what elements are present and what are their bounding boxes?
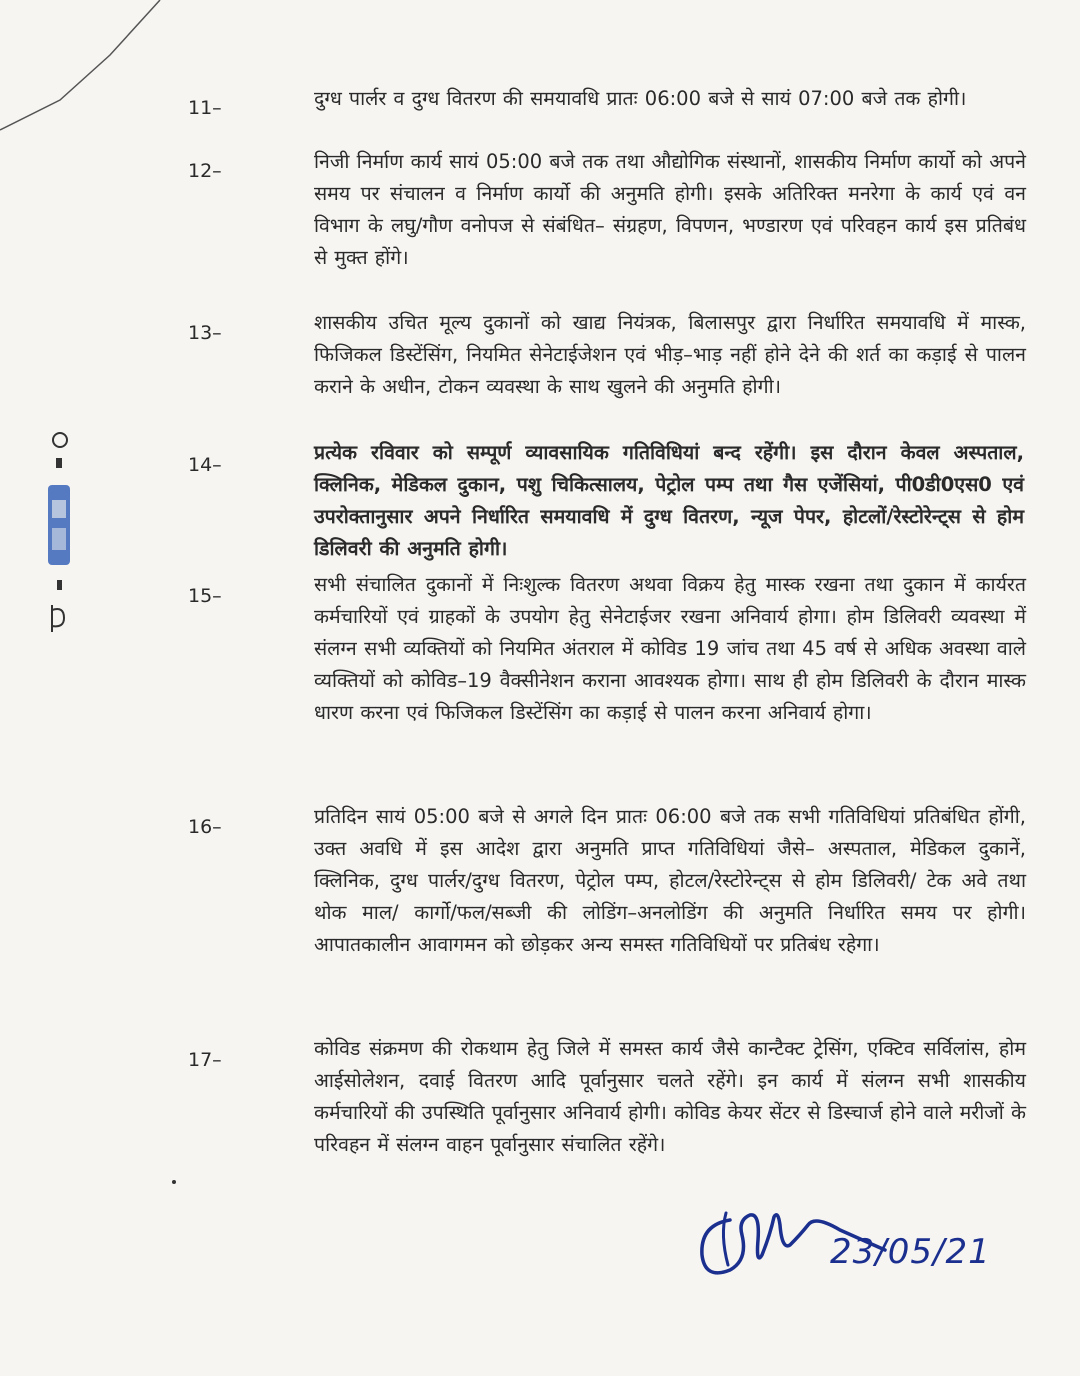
side-stamp-mark bbox=[40, 410, 80, 640]
item-number-17: 17– bbox=[188, 1049, 222, 1071]
item-number-12: 12– bbox=[188, 160, 222, 182]
item-text-12: निजी निर्माण कार्य सायं 05:00 बजे तक तथा औद्योगिक संस्थानों, शासकीय निर्माण कार्यो को अपने समय पर संचालन व निर्माण कार्यो की अनुमति होगी। इसके अतिरिक्त मनरेगा के कार्य एवं वन विभाग के लघु/गौण वनोपज से संबंधित– संग्रहण, विपणन, भण्डारण एवं परिवहन कार्य इस प्रतिबंध से मुक्त होंगे। bbox=[314, 150, 1026, 269]
signature-date: 23/05/21 bbox=[830, 1232, 991, 1272]
item-number-11: 11– bbox=[188, 97, 222, 119]
paper-fold-line bbox=[0, 0, 170, 150]
item-text-16: प्रतिदिन सायं 05:00 बजे से अगले दिन प्रातः 06:00 बजे तक सभी गतिविधियां प्रतिबंधित होंगी, उक्त अवधि में इस आदेश द्वारा अनुमति प्राप्त गतिविधियां जैसे– अस्पताल, मेडिकल दुकानें, क्लिनिक, दुग्ध पार्लर/दुग्ध वितरण, पेट्रोल पम्प, होटल/रेस्टोरेन्ट्स से होम डिलिवरी/ टेक अवे तथा थोक माल/ कार्गो/फल/सब्जी की लोडिंग–अनलोडिंग की अनुमति निर्धारित समय पर होगी। आपातकालीन आवागमन को छोड़कर अन्य समस्त गतिविधियों पर प्रतिबंध रहेगा। bbox=[314, 805, 1026, 956]
item-number-14: 14– bbox=[188, 454, 222, 476]
item-number-13: 13– bbox=[188, 322, 222, 344]
item-text-13: शासकीय उचित मूल्य दुकानों को खाद्य नियंत्रक, बिलासपुर द्वारा निर्धारित समयावधि में मास्क, फिजिकल डिस्टेंसिंग, नियमित सेनेटाईजेशन एवं भीड़–भाड़ नहीं होने देने की शर्त का कड़ाई से पालन कराने के अधीन, टोकन व्यवस्था के साथ खुलने की अनुमति होगी। bbox=[314, 311, 1026, 398]
stray-dot-mark bbox=[172, 1180, 176, 1184]
item-text-17: कोविड संक्रमण की रोकथाम हेतु जिले में समस्त कार्य जैसे कान्टैक्ट ट्रेसिंग, एक्टिव सर्विलांस, होम आईसोलेशन, दवाई वितरण आदि पूर्वानुसार चलते रहेंगे। इन कार्य में संलग्न सभी शासकीय कर्मचारियों की उपस्थिति पूर्वानुसार अनिवार्य होगी। कोविड केयर सेंटर से डिस्चार्ज होने वाले मरीजों के परिवहन में संलग्न वाहन पूर्वानुसार संचालित रहेंगे। bbox=[314, 1037, 1026, 1156]
item-text-15: सभी संचालित दुकानों में निःशुल्क वितरण अथवा विक्रय हेतु मास्क रखना तथा दुकान में कार्यरत कर्मचारियों एवं ग्राहकों के उपयोग हेतु सेनेटाईजर रखना अनिवार्य होगा। होम डिलिवरी व्यवस्था में संलग्न सभी व्यक्तियों को नियमित अंतराल में कोविड 19 जांच तथा 45 वर्ष से अधिक अवस्था वाले व्यक्तियों को कोविड–19 वैक्सीनेशन कराना आवश्यक होगा। साथ ही होम डिलिवरी के दौरान मास्क धारण करना एवं फिजिकल डिस्टेंसिंग का कड़ाई से पालन करना अनिवार्य होगा। bbox=[314, 573, 1026, 724]
item-text-11: दुग्ध पार्लर व दुग्ध वितरण की समयावधि प्रातः 06:00 बजे से सायं 07:00 बजे तक होगी। bbox=[314, 87, 967, 110]
item-number-15: 15– bbox=[188, 585, 222, 607]
item-number-16: 16– bbox=[188, 816, 222, 838]
item-text-14: प्रत्येक रविवार को सम्पूर्ण व्यावसायिक गतिविधियां बन्द रहेंगी। इस दौरान केवल अस्पताल, क्लिनिक, मेडिकल दुकान, पशु चिकित्सालय, पेट्रोल पम्प तथा गैस एजेंसियां, पी0डी0एस0 एवं उपरोक्तानुसार अपने निर्धारित समयावधि में दुग्ध वितरण, न्यूज पेपर, होटलों/रेस्टोरेन्ट्स से होम डिलिवरी की अनुमति होगी। bbox=[314, 441, 1024, 560]
